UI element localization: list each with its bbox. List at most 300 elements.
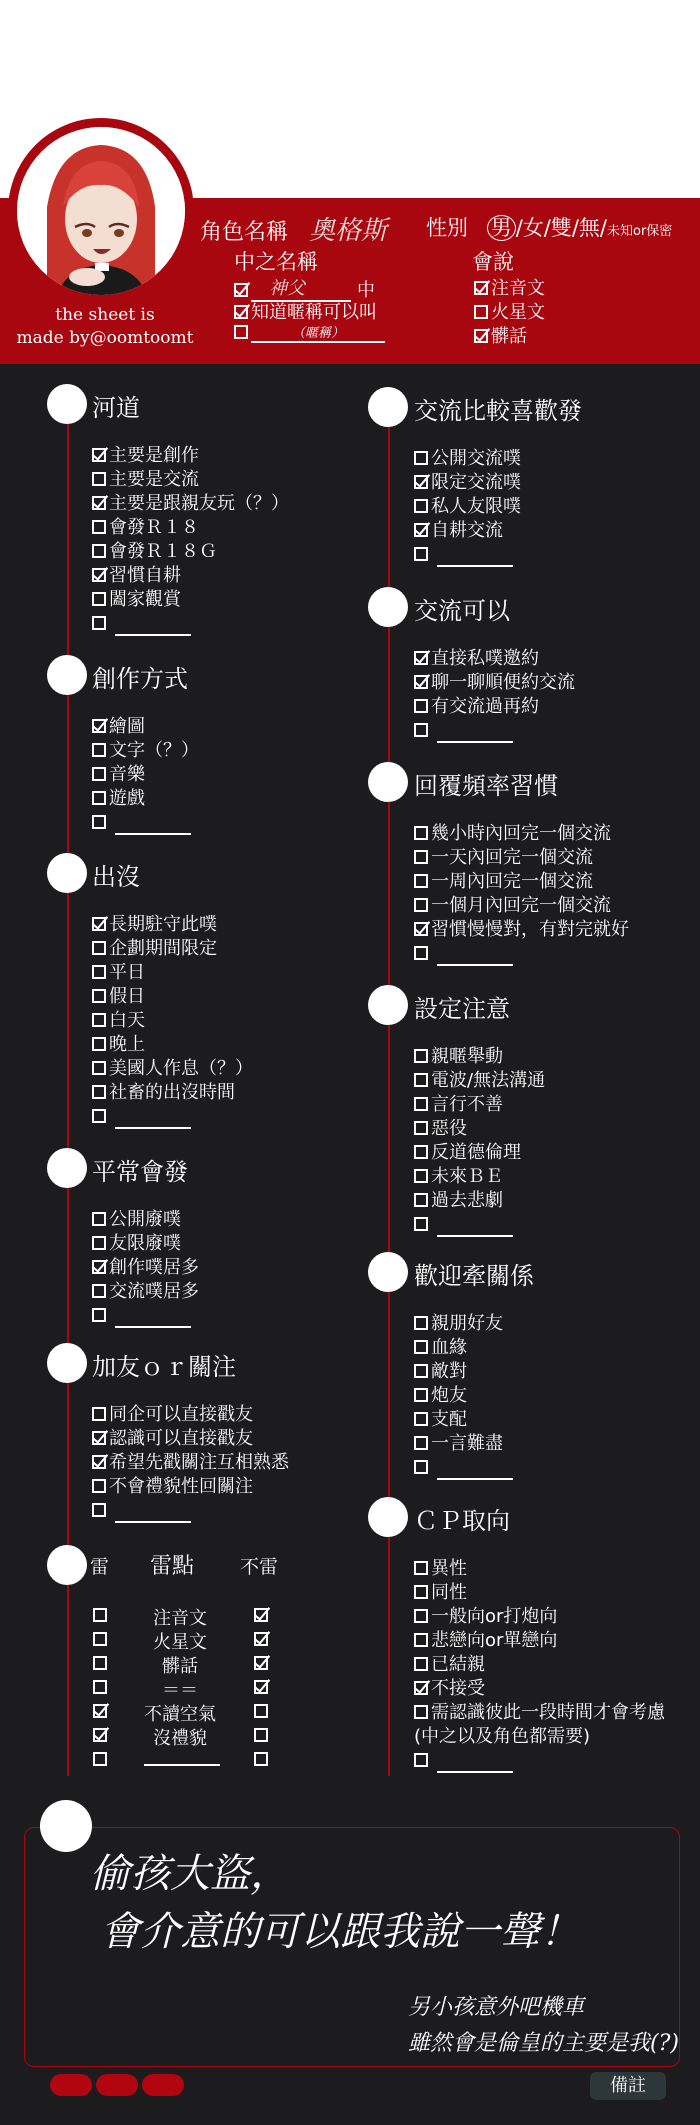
item-label: 一言難盡 — [431, 1433, 503, 1454]
checkbox[interactable] — [414, 1316, 428, 1330]
left-section-3-items — [92, 1208, 199, 1328]
checkbox[interactable] — [92, 1308, 106, 1322]
list-item — [92, 1208, 199, 1232]
thunder-section-dot — [47, 1545, 87, 1585]
list-item — [414, 942, 629, 966]
checkbox[interactable] — [92, 1061, 106, 1075]
thunder-checkbox-right[interactable] — [254, 1728, 268, 1742]
checkbox[interactable] — [414, 1436, 428, 1450]
list-item — [414, 1384, 513, 1408]
right-section-3-title: 設定注意 — [414, 995, 510, 1023]
thunder-checkbox-left[interactable] — [93, 1728, 107, 1742]
checkbox[interactable] — [92, 1085, 106, 1099]
right-section-0-items — [414, 447, 521, 567]
checkbox[interactable] — [414, 723, 428, 737]
list-item — [92, 1304, 199, 1328]
checkbox[interactable] — [414, 1753, 428, 1767]
speak-martian-checkbox[interactable] — [474, 305, 488, 319]
item-label: 直接私噗邀約 — [431, 648, 539, 669]
right-section-4-items — [414, 1312, 513, 1480]
right-section-5-dot — [368, 1497, 408, 1537]
thunder-left-label: 雷 — [90, 1556, 110, 1578]
item-label: 聊一聊順便約交流 — [431, 672, 575, 693]
item-label: 未來ＢＥ — [431, 1166, 503, 1187]
item-label: 主要是交流 — [109, 469, 199, 490]
list-item — [414, 1653, 665, 1677]
thunder-right-label: 不雷 — [240, 1556, 279, 1578]
blank-field[interactable] — [115, 1505, 191, 1523]
blank-field[interactable] — [437, 948, 513, 966]
thunder-title: 雷點 — [150, 1554, 195, 1579]
list-item — [92, 1403, 289, 1427]
left-section-0-items — [92, 444, 289, 636]
checkbox[interactable] — [92, 544, 106, 558]
checkbox[interactable] — [92, 1455, 106, 1469]
checkbox[interactable] — [414, 1217, 428, 1231]
item-label: 已結親 — [431, 1654, 485, 1675]
item-label: 支配 — [431, 1409, 467, 1430]
item-label: 企劃期間限定 — [109, 938, 217, 959]
checkbox[interactable] — [92, 917, 106, 931]
blank-field[interactable] — [437, 1219, 513, 1237]
character-portrait-icon — [17, 127, 185, 295]
left-section-4-dot — [47, 1343, 87, 1383]
mid-nick-ok-label: 知道暱稱可以叫 — [251, 302, 377, 323]
list-item — [92, 913, 253, 937]
list-item — [92, 811, 199, 835]
list-item — [414, 1605, 665, 1629]
checkbox[interactable] — [92, 719, 106, 733]
list-item — [92, 715, 199, 739]
list-item — [92, 1057, 253, 1081]
item-label: 炮友 — [431, 1385, 467, 1406]
role-name-label: 角色名稱 — [200, 220, 289, 245]
checkbox[interactable] — [414, 850, 428, 864]
checkbox[interactable] — [414, 1561, 428, 1575]
checkbox[interactable] — [414, 1633, 428, 1647]
item-label: 主要是創作 — [109, 445, 199, 466]
list-item — [414, 1093, 545, 1117]
checkbox[interactable] — [92, 815, 106, 829]
list-item — [414, 519, 521, 543]
left-section-2-dot — [47, 853, 87, 893]
item-label: 電波/無法溝通 — [431, 1070, 546, 1091]
checkbox[interactable] — [414, 699, 428, 713]
item-label: 闔家觀賞 — [109, 589, 181, 610]
thunder-checkbox-left[interactable] — [93, 1632, 107, 1646]
item-label: 自耕交流 — [431, 520, 503, 541]
checkbox[interactable] — [414, 1681, 428, 1695]
item-label: 會發Ｒ１８ — [109, 517, 199, 538]
left-section-4-items — [92, 1403, 289, 1523]
item-label: 需認識彼此一段時間才會考慮 — [431, 1702, 665, 1723]
checkbox[interactable] — [92, 965, 106, 979]
checkbox[interactable] — [92, 448, 106, 462]
right-section-0-title: 交流比較喜歡發 — [414, 397, 582, 425]
item-label: 會發Ｒ１８Ｇ — [109, 541, 217, 562]
left-section-3-title: 平常會發 — [92, 1158, 188, 1186]
right-section-2-title: 回覆頻率習慣 — [414, 772, 558, 800]
speak-option-martian — [474, 298, 545, 324]
left-section-1-title: 創作方式 — [92, 665, 188, 693]
item-label: 不接受 — [431, 1678, 485, 1699]
list-item — [414, 1189, 545, 1213]
list-item — [414, 1581, 665, 1605]
checkbox[interactable] — [92, 472, 106, 486]
speak-martian-label: 火星文 — [491, 302, 545, 323]
list-item — [414, 471, 521, 495]
sheet-credit — [0, 304, 210, 350]
list-item — [414, 1045, 545, 1069]
list-item — [92, 564, 289, 588]
list-item — [414, 1117, 545, 1141]
checkbox[interactable] — [414, 651, 428, 665]
checkbox[interactable] — [414, 675, 428, 689]
item-label: 言行不善 — [431, 1094, 503, 1115]
list-item — [92, 1499, 289, 1523]
item-label: 一個月內回完一個交流 — [431, 895, 611, 916]
blank-field[interactable] — [115, 618, 191, 636]
thunder-blank-field[interactable] — [144, 1748, 220, 1766]
credit-line-1: the sheet is — [55, 305, 155, 325]
item-label: (中之以及角色都需要) — [414, 1726, 591, 1747]
item-label: 不會禮貌性回關注 — [109, 1476, 253, 1497]
list-item — [414, 447, 521, 471]
item-label: 創作噗居多 — [109, 1257, 199, 1278]
list-item — [414, 1456, 513, 1480]
item-label: 有交流過再約 — [431, 696, 539, 717]
right-section-1-items — [414, 647, 575, 743]
list-item — [92, 1475, 289, 1499]
thunder-item-label: 髒話 — [162, 1656, 198, 1677]
blank-field[interactable] — [115, 817, 191, 835]
right-section-3-dot — [368, 985, 408, 1025]
blank-field[interactable] — [437, 1462, 513, 1480]
list-item — [414, 1408, 513, 1432]
list-item — [414, 1360, 513, 1384]
remark-button[interactable]: 備註 — [590, 2072, 666, 2100]
speak-zhuyin-checkbox[interactable] — [474, 281, 488, 295]
right-section-4-title: 歡迎牽關係 — [414, 1262, 534, 1290]
list-item — [92, 1427, 289, 1451]
list-item — [414, 671, 575, 695]
checkbox[interactable] — [92, 496, 106, 510]
item-label: 一天內回完一個交流 — [431, 847, 593, 868]
item-label: 認識可以直接戳友 — [109, 1428, 253, 1449]
item-label: 習慣自耕 — [109, 565, 181, 586]
left-section-1-dot — [47, 655, 87, 695]
checkbox[interactable] — [414, 922, 428, 936]
list-item — [414, 894, 629, 918]
footer-pill-3 — [142, 2074, 184, 2096]
checkbox[interactable] — [92, 1479, 106, 1493]
item-label: 習慣慢慢對，有對完就好 — [431, 919, 629, 940]
mid-nick-ok-checkbox[interactable] — [234, 305, 248, 319]
item-label: 音樂 — [109, 764, 145, 785]
item-label: 惡役 — [431, 1118, 467, 1139]
list-item — [414, 1749, 665, 1773]
speak-zhuyin-label: 注音文 — [491, 278, 545, 299]
checkbox[interactable] — [92, 767, 106, 781]
list-item — [92, 516, 289, 540]
checkbox[interactable] — [92, 1260, 106, 1274]
checkbox[interactable] — [414, 1412, 428, 1426]
item-label: 親暱舉動 — [431, 1046, 503, 1067]
list-item — [92, 787, 199, 811]
checkbox[interactable] — [414, 1121, 428, 1135]
item-label: 白天 — [109, 1010, 145, 1031]
left-section-4-title: 加友ｏｒ關注 — [92, 1353, 236, 1381]
right-section-2-items — [414, 822, 629, 966]
blank-field[interactable] — [437, 1755, 513, 1773]
thunder-checkbox-right[interactable] — [254, 1680, 268, 1694]
list-item — [414, 1677, 665, 1701]
list-item — [414, 1069, 545, 1093]
checkbox[interactable] — [92, 1013, 106, 1027]
checkbox[interactable] — [414, 826, 428, 840]
list-item — [92, 739, 199, 763]
thunder-checkbox-right[interactable] — [254, 1608, 268, 1622]
item-label: 交流噗居多 — [109, 1281, 199, 1302]
right-section-2-dot — [368, 762, 408, 802]
item-label: 主要是跟親友玩（？） — [109, 493, 289, 514]
list-item — [414, 647, 575, 671]
item-label: 平日 — [109, 962, 145, 983]
thunder-checkbox-right[interactable] — [254, 1632, 268, 1646]
thunder-item-label: 不讀空氣 — [144, 1704, 216, 1725]
right-section-5-items — [414, 1557, 665, 1773]
item-label: 晚上 — [109, 1034, 145, 1055]
thunder-item-label: ＝＝ — [162, 1680, 198, 1701]
checkbox[interactable] — [414, 1460, 428, 1474]
thunder-checkbox-left[interactable] — [93, 1656, 107, 1670]
item-label: 同企可以直接戳友 — [109, 1404, 253, 1425]
list-item — [92, 1081, 253, 1105]
item-label: 假日 — [109, 986, 145, 1007]
list-item — [92, 1105, 253, 1129]
checkbox[interactable] — [92, 1284, 106, 1298]
list-item — [92, 492, 289, 516]
thunder-checkbox-left[interactable] — [93, 1680, 107, 1694]
item-label: 社畜的出沒時間 — [109, 1082, 235, 1103]
checkbox[interactable] — [92, 1503, 106, 1517]
checkbox[interactable] — [92, 568, 106, 582]
list-item — [414, 846, 629, 870]
checkbox[interactable] — [414, 898, 428, 912]
list-item — [92, 1451, 289, 1475]
thunder-checkbox-right[interactable] — [254, 1656, 268, 1670]
gender-option-both[interactable]: 雙 — [550, 216, 572, 240]
item-label: 血緣 — [431, 1337, 467, 1358]
mid-nick-row — [234, 322, 385, 343]
speak-option-zhuyin — [474, 274, 545, 300]
checkbox[interactable] — [92, 520, 106, 534]
list-item — [414, 1141, 545, 1165]
list-item — [92, 985, 253, 1009]
checkbox[interactable] — [414, 1073, 428, 1087]
left-section-0-title: 河道 — [92, 394, 140, 422]
item-label: 希望先戳關注互相熟悉 — [109, 1452, 289, 1473]
mid-name-label: 中之名稱 — [234, 250, 318, 274]
item-label: 文字（？） — [109, 740, 199, 761]
speak-swear-checkbox[interactable] — [474, 329, 488, 343]
checkbox[interactable] — [92, 1037, 106, 1051]
list-item — [92, 1232, 199, 1256]
mid-name-value[interactable]: 神父 — [251, 274, 351, 302]
right-section-5-title: ＣＰ取向 — [414, 1507, 510, 1535]
checkbox[interactable] — [92, 1109, 106, 1123]
checkbox[interactable] — [414, 1585, 428, 1599]
checkbox[interactable] — [414, 946, 428, 960]
checkbox[interactable] — [414, 547, 428, 561]
mid-name-checkbox[interactable] — [234, 283, 248, 297]
checkbox[interactable] — [414, 1657, 428, 1671]
thunder-item-label: 火星文 — [153, 1632, 207, 1653]
note-line-4: 雖然會是倫皇的主要是我(?) — [408, 2031, 679, 2056]
mid-nick-field[interactable]: （暱稱） — [251, 322, 385, 343]
thunder-checkbox-right[interactable] — [254, 1704, 268, 1718]
list-item — [92, 588, 289, 612]
checkbox[interactable] — [414, 523, 428, 537]
blank-field[interactable] — [437, 549, 513, 567]
list-item — [92, 540, 289, 564]
checkbox[interactable] — [92, 1431, 106, 1445]
item-label: 同性 — [431, 1582, 467, 1603]
left-section-1-items — [92, 715, 199, 835]
thunder-checkbox-left[interactable] — [93, 1608, 107, 1622]
checkbox[interactable] — [414, 1340, 428, 1354]
item-label: 悲戀向or單戀向 — [431, 1630, 558, 1651]
thunder-checkbox-left[interactable] — [93, 1704, 107, 1718]
blank-field[interactable] — [115, 1310, 191, 1328]
list-item — [414, 543, 521, 567]
item-label: 親朋好友 — [431, 1313, 503, 1334]
checkbox[interactable] — [414, 874, 428, 888]
item-label: 繪圖 — [109, 716, 145, 737]
list-item — [414, 822, 629, 846]
footer-pill-1 — [50, 2074, 92, 2096]
checkbox[interactable] — [414, 1049, 428, 1063]
list-item — [414, 1557, 665, 1581]
item-label: 遊戲 — [109, 788, 145, 809]
checkbox[interactable] — [92, 1212, 106, 1226]
item-label: 公開交流噗 — [431, 448, 521, 469]
role-name-row — [200, 210, 387, 247]
blank-field[interactable] — [115, 1111, 191, 1129]
list-item — [414, 1213, 545, 1237]
note-line-3: 另小孩意外吧機車 — [408, 1995, 585, 2020]
checkbox[interactable] — [414, 1145, 428, 1159]
checkbox[interactable] — [92, 941, 106, 955]
checkbox[interactable] — [414, 1388, 428, 1402]
checkbox[interactable] — [92, 791, 106, 805]
checkbox[interactable] — [414, 1705, 428, 1719]
gender-option-male[interactable]: 男 — [487, 215, 516, 241]
checkbox[interactable] — [414, 475, 428, 489]
right-section-1-title: 交流可以 — [414, 597, 510, 625]
list-item — [414, 1336, 513, 1360]
gender-option-unknown[interactable]: 未知or保密 — [607, 224, 673, 239]
checkbox[interactable] — [414, 1609, 428, 1623]
checkbox[interactable] — [92, 989, 106, 1003]
checkbox[interactable] — [414, 1193, 428, 1207]
gender-option-female[interactable]: 女 — [522, 216, 544, 240]
list-item — [414, 918, 629, 942]
list-item — [414, 1432, 513, 1456]
checkbox[interactable] — [414, 499, 428, 513]
item-label: 一般向or打炮向 — [431, 1606, 558, 1627]
checkbox[interactable] — [92, 1236, 106, 1250]
footer-pill-2 — [96, 2074, 138, 2096]
mid-nick-ok-row — [234, 298, 377, 324]
item-label: 私人友限噗 — [431, 496, 521, 517]
note-line-2: 會介意的可以跟我說一聲！ — [100, 1909, 580, 1955]
item-label: 異性 — [431, 1558, 467, 1579]
list-item — [414, 1725, 665, 1749]
thunder-checkbox-right[interactable] — [254, 1752, 268, 1766]
right-section-4-dot — [368, 1252, 408, 1292]
item-label: 過去悲劇 — [431, 1190, 503, 1211]
list-item — [92, 763, 199, 787]
credit-line-2: made by@oomtoomt — [16, 328, 194, 348]
speak-option-swear — [474, 322, 527, 348]
checkbox[interactable] — [414, 1364, 428, 1378]
list-item — [92, 612, 289, 636]
list-item — [92, 468, 289, 492]
list-item — [92, 937, 253, 961]
thunder-item-label: 注音文 — [153, 1608, 207, 1629]
item-label: 友限廢噗 — [109, 1233, 181, 1254]
checkbox[interactable] — [414, 451, 428, 465]
right-section-0-dot — [368, 387, 408, 427]
gender-row: 性別 男 /女/雙/無/未知or保密 — [426, 216, 673, 240]
list-item — [414, 1629, 665, 1653]
item-label: 反道德倫理 — [431, 1142, 521, 1163]
blank-field[interactable] — [437, 725, 513, 743]
item-label: 美國人作息（？） — [109, 1058, 253, 1079]
item-label: 限定交流噗 — [431, 472, 521, 493]
list-item — [414, 719, 575, 743]
checkbox[interactable] — [414, 1097, 428, 1111]
thunder-checkbox-left[interactable] — [93, 1752, 107, 1766]
checkbox[interactable] — [92, 743, 106, 757]
item-label: 幾小時內回完一個交流 — [431, 823, 611, 844]
mid-nick-checkbox[interactable] — [234, 325, 248, 339]
right-section-1-dot — [368, 587, 408, 627]
role-name-value[interactable]: 奧格斯 — [309, 216, 388, 246]
list-item — [92, 961, 253, 985]
list-item — [414, 870, 629, 894]
left-section-0-dot — [47, 384, 87, 424]
checkbox[interactable] — [92, 592, 106, 606]
gender-label: 性別 — [426, 216, 468, 240]
checkbox[interactable] — [414, 1169, 428, 1183]
item-label: 敵對 — [431, 1361, 467, 1382]
left-section-2-items — [92, 913, 253, 1129]
right-section-3-items — [414, 1045, 545, 1237]
list-item — [414, 495, 521, 519]
list-item — [92, 444, 289, 468]
item-label: 一周內回完一個交流 — [431, 871, 593, 892]
list-item — [414, 1701, 665, 1725]
checkbox[interactable] — [92, 1407, 106, 1421]
note-dot — [40, 1800, 92, 1852]
mid-name-suffix: 中 — [357, 280, 375, 301]
gender-option-none[interactable]: 無 — [578, 216, 600, 240]
left-section-3-dot — [47, 1148, 87, 1188]
checkbox[interactable] — [92, 616, 106, 630]
list-item — [414, 695, 575, 719]
